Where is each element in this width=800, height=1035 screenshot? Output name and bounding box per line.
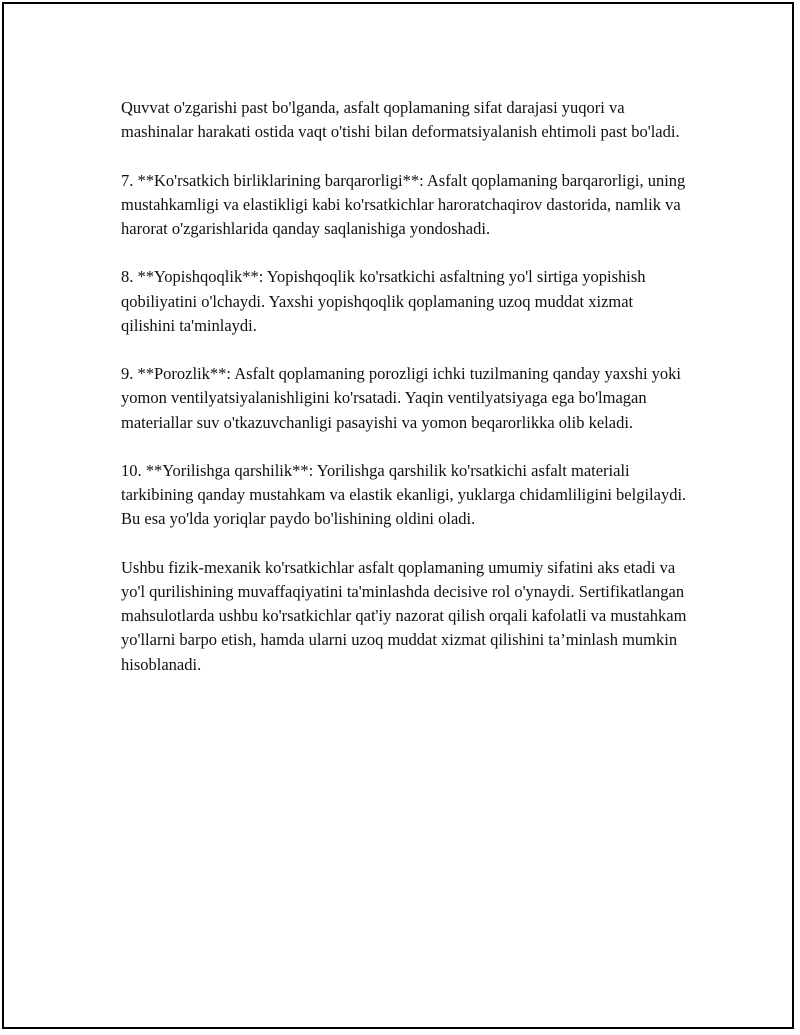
paragraph-intro-continuation: Quvvat o'zgarishi past bo'lganda, asfalt qoplamaning sifat darajasi yuqori va mashinalar harakati ostida vaqt o'tishi bilan deformatsiyalanish ehtimoli past bo'ladi. — [121, 98, 680, 142]
page-frame — [2, 2, 794, 1029]
paragraph-item-8: 8. **Yopishqoqlik**: Yopishqoqlik ko'rsatkichi asfaltning yo'l sirtiga yopishish qobiliyatini o'lchaydi. Yaxshi yopishqoqlik qoplamaning uzoq muddat xizmat qilishini ta'minlaydi. — [121, 267, 646, 335]
paragraph-item-9: 9. **Porozlik**: Asfalt qoplamaning porozligi ichki tuzilmaning qanday yaxshi yoki yomon ventilyatsiyalanishligini ko'rsatadi. Yaqin ventilyatsiyaga ega bo'lmagan materiallar suv o'tkazuvchanligi pasayishi va yomon beqarorlikka olib keladi. — [121, 364, 682, 432]
paragraph-item-10: 10. **Yorilishga qarshilik**: Yorilishga qarshilik ko'rsatkichi asfalt materiali tarkibining qanday mustahkam va elastik ekanligi, yuklarga chidamliligini belgilaydi. Bu esa yo'lda yoriqlar paydo bo'lishining oldini oladi. — [121, 460, 687, 529]
paragraph-item-7: 7. **Ko'rsatkich birliklarining barqarorligi**: Asfalt qoplamaning barqarorligi, uning mustahkamligi va elastikligi kabi ko'rsatkichlar haroratchaqirov dastorida, namlik va harorat o'zgarishlarida qanday saqlanishiga yondoshadi. — [121, 170, 686, 238]
paragraph-conclusion: Ushbu fizik-mexanik ko'rsatkichlar asfalt qoplamaning umumiy sifatini aks etadi va yo'l qurilishining muvaffaqiyatini ta'minlashda decisive rol o'ynaydi. Sertifikatlangan mahsulotlarda ushbu ko'rsatkichlar qat'iy nazorat qilish orqali kafolatli va mustahkam yo'llarni barpo etish, hamda ularni uzoq muddat xizmat qilishini ta’minlash mumkin hisoblanadi. — [121, 557, 687, 674]
document-body — [121, 96, 691, 701]
